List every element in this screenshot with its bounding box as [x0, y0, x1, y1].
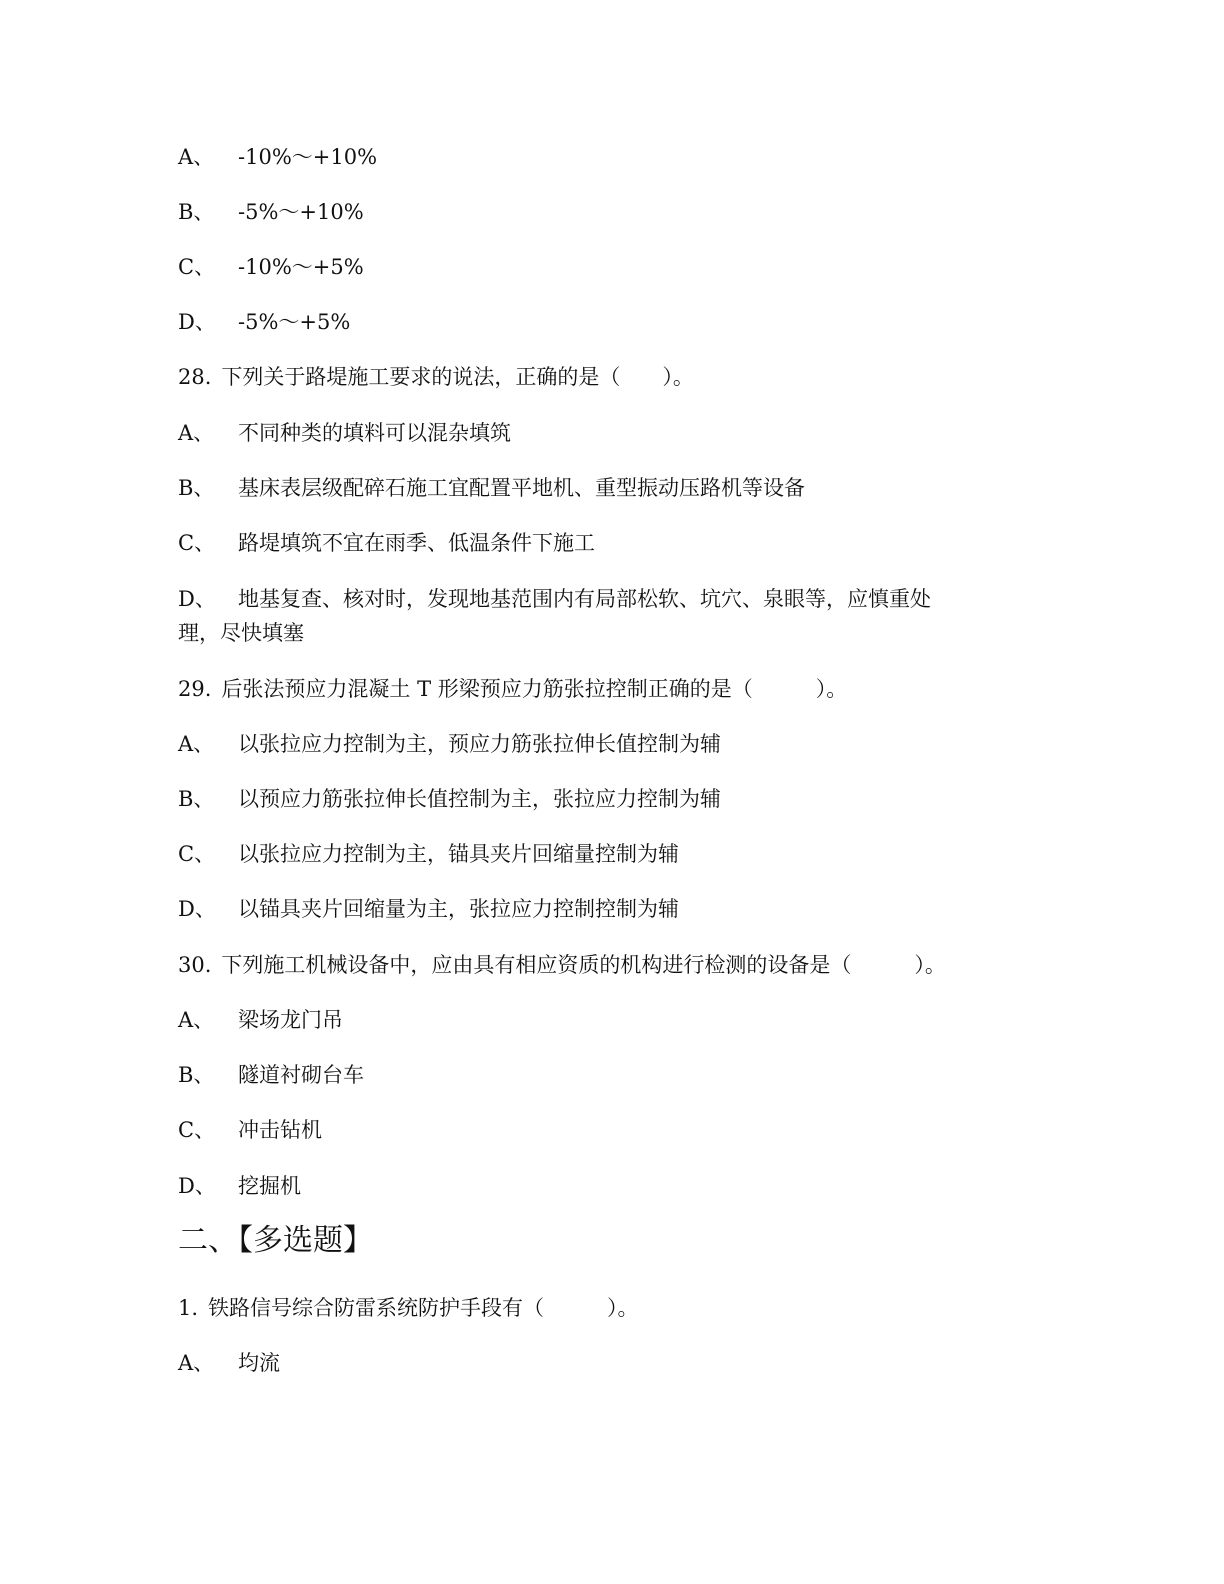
question-29-stem: [178, 674, 847, 704]
option-label: A、: [178, 145, 215, 169]
q28-option-a: [178, 418, 511, 448]
option-label: A、: [178, 732, 215, 756]
option-label: C、: [178, 1118, 216, 1142]
option-text: 以锚具夹片回缩量为主，张拉应力控制控制为辅: [238, 897, 679, 921]
question-number: 30.: [178, 953, 212, 977]
option-text: 路堤填筑不宜在雨季、低温条件下施工: [238, 531, 595, 555]
q29-option-a: [178, 729, 721, 759]
option-label: B、: [178, 1063, 215, 1087]
section-heading: 二、【多选题】: [178, 1223, 373, 1258]
option-label: C、: [178, 531, 216, 555]
q29-option-c: [178, 839, 679, 869]
q30-option-b: [178, 1060, 364, 1090]
question-text: 下列关于路堤施工要求的说法，正确的是（ ）。: [221, 365, 694, 389]
q30-option-c: [178, 1115, 322, 1145]
option-text: 不同种类的填料可以混杂填筑: [238, 421, 511, 445]
question-30-stem: [178, 950, 946, 980]
option-d: [178, 307, 350, 337]
q29-option-d: [178, 894, 679, 924]
question-text: 后张法预应力混凝土 T 形梁预应力筋张拉控制正确的是（ ）。: [221, 677, 848, 701]
option-label: C、: [178, 255, 216, 279]
question-text: 铁路信号综合防雷系统防护手段有（ ）。: [208, 1296, 639, 1320]
option-label: B、: [178, 200, 215, 224]
option-label: A、: [178, 1008, 215, 1032]
option-text: -10%～+10%: [238, 145, 378, 169]
option-text-continued: 理，尽快填塞: [178, 621, 304, 645]
q28-option-d-continued: [178, 618, 304, 648]
question-number: 29.: [178, 677, 212, 701]
q28-option-b: [178, 473, 805, 503]
option-text: -5%～+5%: [238, 310, 351, 334]
option-label: A、: [178, 1351, 215, 1375]
option-text: 以预应力筋张拉伸长值控制为主，张拉应力控制为辅: [238, 787, 721, 811]
option-label: D、: [178, 587, 216, 611]
option-text: 基床表层级配碎石施工宜配置平地机、重型振动压路机等设备: [238, 476, 805, 500]
option-text: -10%～+5%: [238, 255, 364, 279]
option-text: 梁场龙门吊: [238, 1008, 343, 1032]
option-text: 均流: [238, 1351, 280, 1375]
option-a: [178, 142, 377, 172]
mq1-option-a: [178, 1348, 280, 1378]
option-text: 以张拉应力控制为主，预应力筋张拉伸长值控制为辅: [238, 732, 721, 756]
q29-option-b: [178, 784, 721, 814]
option-b: [178, 197, 364, 227]
option-text: 冲击钻机: [238, 1118, 322, 1142]
option-label: B、: [178, 787, 215, 811]
option-text: -5%～+10%: [238, 200, 364, 224]
q28-option-d: [178, 584, 931, 614]
q30-option-a: [178, 1005, 343, 1035]
option-label: A、: [178, 421, 215, 445]
q28-option-c: [178, 528, 595, 558]
question-number: 1.: [178, 1296, 199, 1320]
option-text: 隧道衬砌台车: [238, 1063, 364, 1087]
option-c: [178, 252, 364, 282]
question-number: 28.: [178, 365, 212, 389]
option-text: 以张拉应力控制为主，锚具夹片回缩量控制为辅: [238, 842, 679, 866]
option-label: D、: [178, 1174, 216, 1198]
question-text: 下列施工机械设备中，应由具有相应资质的机构进行检测的设备是（ ）。: [221, 953, 946, 977]
option-label: C、: [178, 842, 216, 866]
multi-question-1-stem: [178, 1293, 639, 1323]
question-28-stem: [178, 362, 694, 392]
q30-option-d: [178, 1171, 301, 1201]
option-text: 地基复查、核对时，发现地基范围内有局部松软、坑穴、泉眼等，应慎重处: [238, 587, 931, 611]
option-label: D、: [178, 310, 216, 334]
option-label: D、: [178, 897, 216, 921]
option-label: B、: [178, 476, 215, 500]
option-text: 挖掘机: [238, 1174, 301, 1198]
